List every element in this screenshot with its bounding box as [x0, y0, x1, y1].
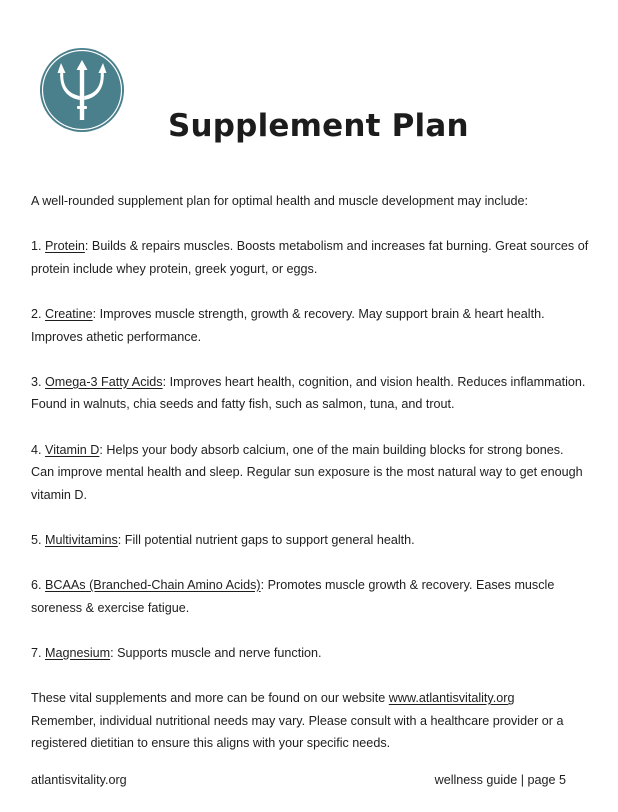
item-description: : Fill potential nutrient gaps to support general health. — [117, 532, 415, 547]
item-name: Creatine — [45, 306, 93, 321]
item-name: Vitamin D — [45, 442, 100, 457]
website-link[interactable]: www.atlantisvitality.org — [388, 691, 515, 706]
list-item — [31, 303, 589, 348]
item-description: : Improves heart health, cognition, and vision health. Reduces inflammation. Found in walnuts, chia seeds and fatty fish, such as salmon, tuna, and trout. — [31, 374, 586, 412]
item-number: 1. — [31, 239, 42, 254]
footer-page-label: wellness guide | page 5 — [434, 773, 566, 787]
trident-icon — [38, 46, 126, 134]
item-number: 5. — [31, 532, 42, 547]
item-description: : Builds & repairs muscles. Boosts metabolism and increases fat burning. Great sources of protein include whey protein, greek yogurt, or eggs. — [31, 239, 589, 276]
page-title: Supplement Plan — [168, 108, 469, 144]
item-description: : Supports muscle and nerve function. — [110, 645, 322, 660]
list-item — [31, 439, 589, 507]
item-name: Omega-3 Fatty Acids — [45, 374, 163, 389]
item-number: 3. — [31, 374, 42, 389]
item-name: Protein — [45, 239, 85, 254]
item-name: BCAAs (Branched-Chain Amino Acids) — [45, 578, 261, 593]
item-number: 2. — [31, 306, 42, 321]
closing-paragraph — [31, 687, 589, 755]
item-number: 4. — [31, 442, 42, 457]
list-item — [31, 371, 589, 416]
item-name: Magnesium — [45, 645, 111, 660]
disclaimer-text: Remember, individual nutritional needs may vary. Please consult with a healthcare provider or a registered dietitian to ensure this aligns with your specific needs. — [31, 713, 564, 751]
list-item — [31, 642, 589, 665]
document-body — [31, 190, 589, 755]
item-number: 7. — [31, 645, 42, 660]
intro-paragraph: A well-rounded supplement plan for optimal health and muscle development may include: — [31, 194, 529, 208]
footer-site: atlantisvitality.org — [31, 773, 127, 787]
item-number: 6. — [31, 578, 42, 593]
website-text: These vital supplements and more can be found on our website — [31, 691, 386, 706]
item-description: : Helps your body absorb calcium, one of the main building blocks for strong bones. Can improve mental health and sleep. Regular sun exposure is the most natural way to get enough vitamin D. — [31, 442, 583, 502]
list-item — [31, 574, 589, 619]
list-item — [31, 235, 589, 280]
item-description: : Improves muscle strength, growth & recovery. May support brain & heart health. Improves athetic performance. — [31, 306, 545, 344]
item-name: Multivitamins — [45, 532, 118, 547]
item-description: : Promotes muscle growth & recovery. Eases muscle soreness & exercise fatigue. — [31, 578, 555, 615]
list-item — [31, 529, 589, 552]
